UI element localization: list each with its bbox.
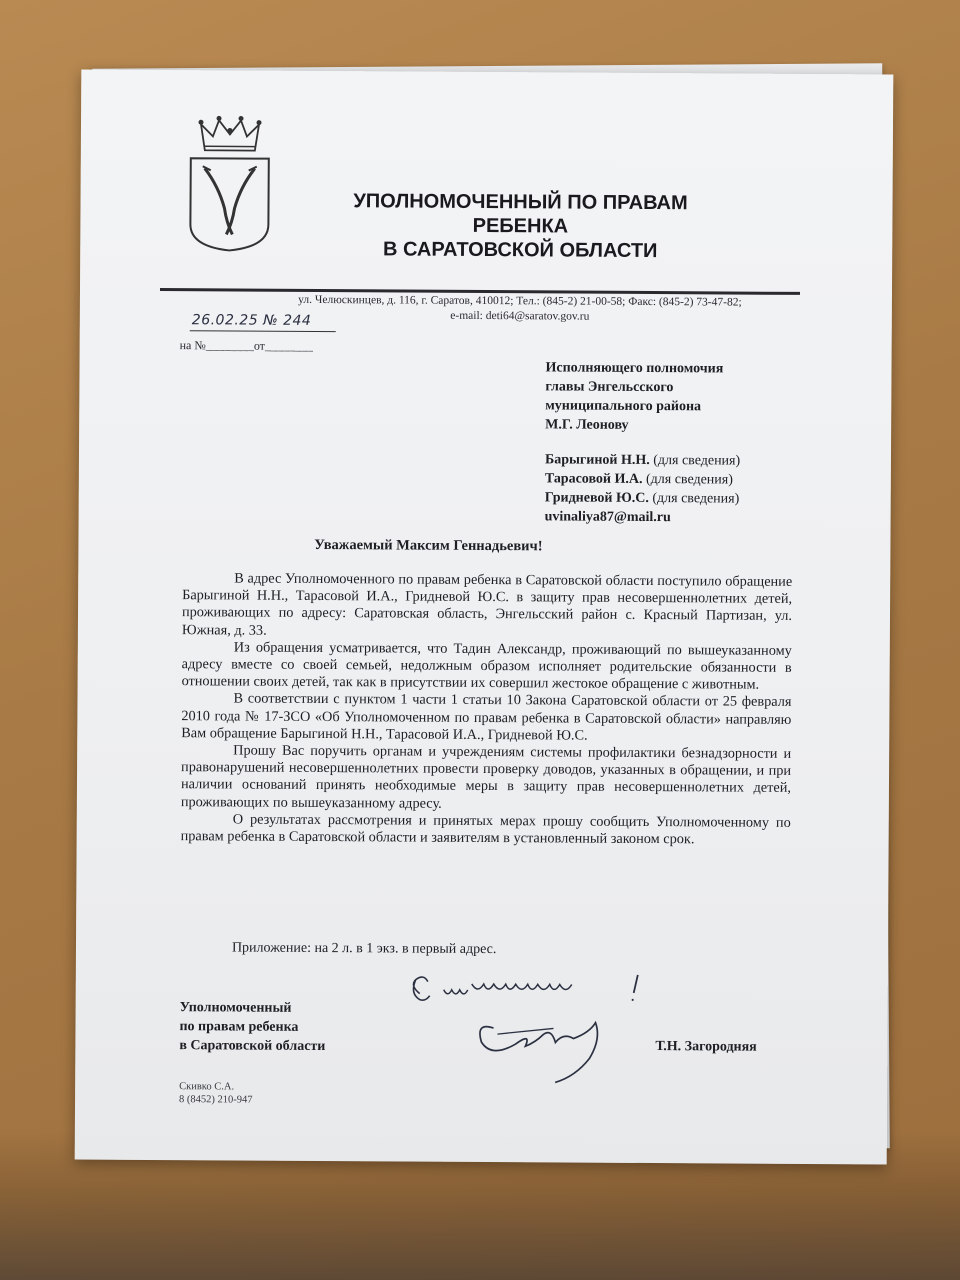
reference-line: на №________от________ bbox=[179, 338, 313, 353]
body-paragraph: Прошу Вас поручить органам и учреждениям системы профилактики безнадзорности и правонарушений несовершеннолетних провести проверку доводов, указанных в обращении, и при наличии оснований принять необходимые меры в защиту прав несовершеннолетних детей, проживающих по вышеуказанному адресу. bbox=[180, 742, 792, 812]
executor-name: Скивко С.А. bbox=[179, 1081, 235, 1093]
body-paragraph: В соответствии с пунктом 1 части 1 статьи 10 Закона Саратовской области от 25 февраля 2010 года № 17-ЗСО «Об Уполномоченном по правам ребенка в Саратовской области» направляю Вам обращение Барыгиной Н.Н., Тарасовой И.А., Гридневой Ю.С. bbox=[181, 690, 792, 744]
org-title-line: В САРАТОВСКОЙ ОБЛАСТИ bbox=[382, 238, 658, 263]
registration-number bbox=[180, 312, 340, 337]
body-paragraph: О результатах рассмотрения и принятых мерах прошу сообщить Уполномоченному по правам ребенка в Саратовской области и заявителям в установленный законом срок. bbox=[180, 811, 791, 848]
signatory-position: Уполномоченный по правам ребенка в Саратовской области bbox=[179, 1000, 326, 1055]
copy-recipient: Барыгиной Н.Н. (для сведения) bbox=[544, 452, 741, 469]
addressee-block bbox=[545, 358, 846, 528]
handwritten-signature bbox=[405, 972, 656, 1094]
organization-title bbox=[310, 189, 730, 264]
addressee-line: муниципального района bbox=[545, 398, 702, 415]
addressee-line: главы Энгельсского bbox=[545, 379, 674, 396]
addressee-line: Исполняющего полномочия bbox=[545, 360, 724, 377]
attachment-note: Приложение: на 2 л. в 1 экз. в первый адрес. bbox=[231, 940, 497, 958]
salutation: Уважаемый Максим Геннадьевич! bbox=[314, 536, 543, 555]
copy-recipient: Тарасовой И.А. (для сведения) bbox=[544, 471, 733, 488]
reg-underline bbox=[190, 330, 336, 332]
contacts-email: e-mail: deti64@saratov.gov.ru bbox=[450, 309, 590, 323]
contacts-address-phone: ул. Челюскинцев, д. 116, г. Саратов, 410012; Тел.: (845-2) 21-00-58; Факс: (845-2) 73-47-82; bbox=[298, 293, 742, 309]
executor-info bbox=[179, 1080, 253, 1106]
body-paragraph: Из обращения усматривается, что Тадин Александр, проживающий по вышеуказанному адресу вместе со своей семьей, недолжным образом исполняет родительские обязанности в отношении своих детей, так как в присутствии их совершил жестокое обращение с животным. bbox=[181, 639, 792, 693]
recipient-email: uvinaliya87@mail.ru bbox=[544, 509, 671, 526]
org-title-line: УПОЛНОМОЧЕННЫЙ ПО ПРАВАМ bbox=[353, 190, 688, 215]
handwritten-reg-number: 26.02.25 № 244 bbox=[191, 312, 312, 329]
signatory-name: Т.Н. Загородняя bbox=[655, 1039, 757, 1055]
executor-phone: 8 (8452) 210-947 bbox=[179, 1094, 253, 1106]
body-paragraph: В адрес Уполномоченного по правам ребенка в Саратовской области поступило обращение Барыгиной Н.Н., Тарасовой И.А., Гридневой Ю.С. в защиту прав несовершеннолетних детей, проживающих по адресу: Саратовская область, Энгельсский район с. Красный Партизан, ул. Южная, д. 33. bbox=[181, 570, 793, 639]
saratov-coat-of-arms-icon bbox=[184, 112, 275, 253]
letter-sheet bbox=[75, 70, 894, 1165]
addressee-line: М.Г. Леонову bbox=[545, 417, 629, 433]
org-title-line: РЕБЕНКА bbox=[472, 214, 569, 238]
letter-body bbox=[181, 570, 793, 849]
copy-recipient: Гридневой Ю.С. (для сведения) bbox=[544, 490, 740, 507]
